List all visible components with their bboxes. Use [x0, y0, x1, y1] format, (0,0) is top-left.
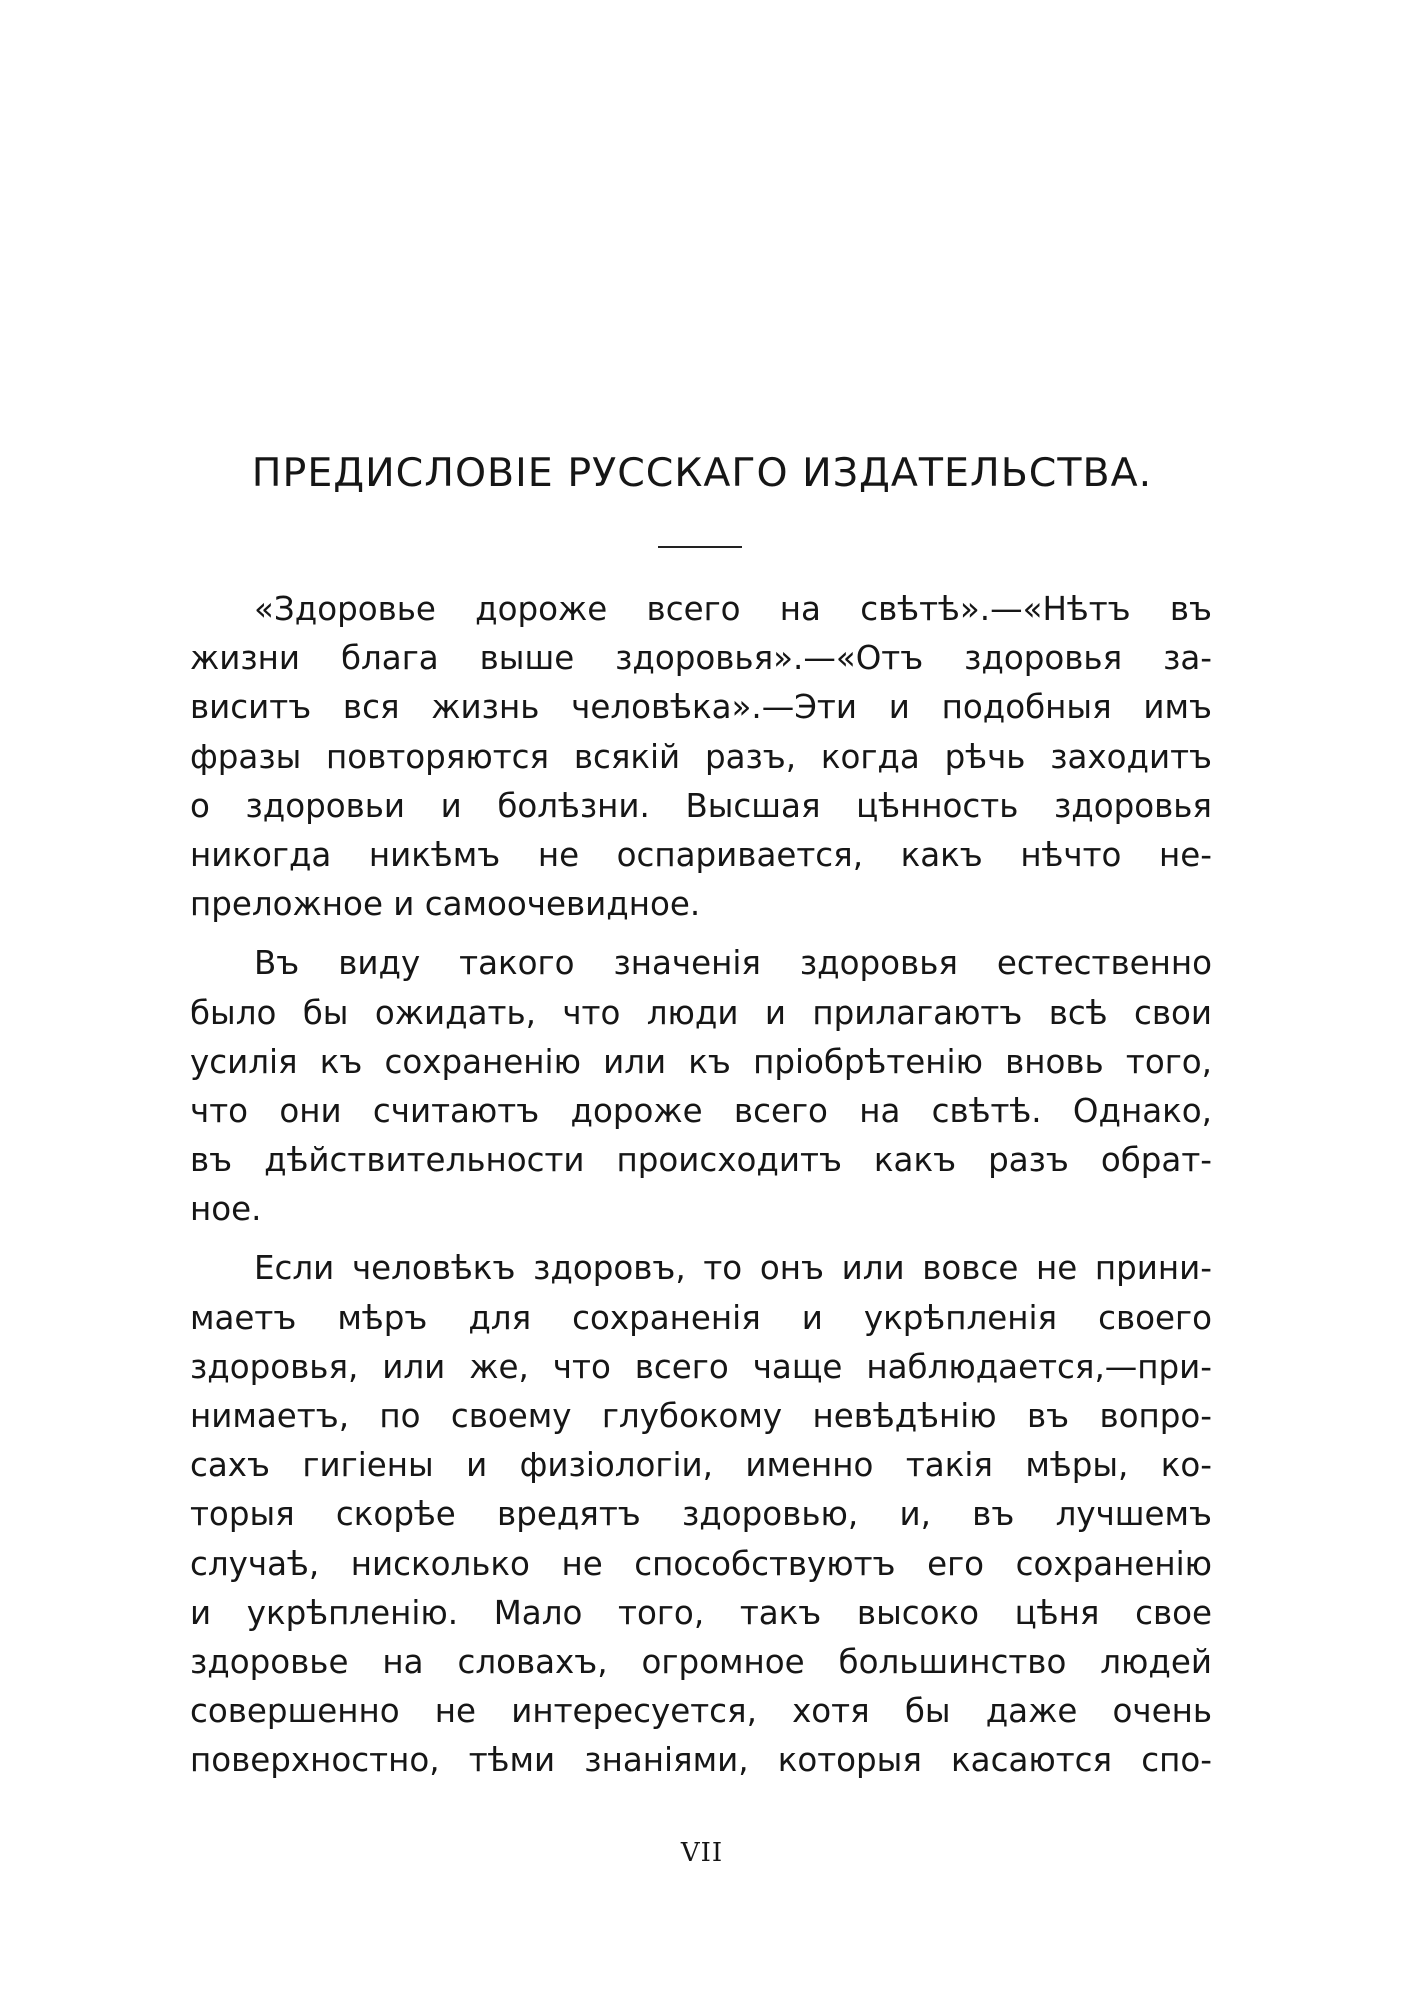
- text-line: нимаетъ, по своему глубокому невѣдѣнію въ вопро-: [190, 1397, 1212, 1435]
- page-number: VII: [680, 1838, 724, 1868]
- text-line: усилія къ сохраненію или къ пріобрѣтенію вновь того,: [190, 1042, 1212, 1081]
- title-divider: [658, 546, 742, 548]
- text-line: совершенно не интересуется, хотя бы даже очень: [190, 1692, 1212, 1731]
- body-text: [190, 585, 1212, 1786]
- text-line: въ дѣйствительности происходитъ какъ разъ обрат-: [190, 1141, 1212, 1180]
- text-line: «Здоровье дороже всего на свѣтѣ».—«Нѣтъ въ: [254, 590, 1212, 628]
- text-line: сахъ гигіены и физіологіи, именно такія мѣры, ко-: [190, 1446, 1212, 1485]
- text-line: случаѣ, нисколько не способствуютъ его сохраненію: [190, 1544, 1212, 1583]
- text-line: здоровья, или же, что всего чаще наблюдается,—при-: [190, 1347, 1212, 1386]
- text-line: маетъ мѣръ для сохраненія и укрѣпленія своего: [190, 1298, 1212, 1337]
- text-line: было бы ожидать, что люди и прилагаютъ всѣ свои: [190, 993, 1212, 1032]
- text-line: что они считаютъ дороже всего на свѣтѣ. Однако,: [190, 1091, 1212, 1130]
- text-line: никогда никѣмъ не оспаривается, какъ нѣчто не-: [190, 835, 1212, 874]
- paragraph: [190, 1244, 1212, 1785]
- page-title: ПРЕДИСЛОВІЕ РУССКАГО ИЗДАТЕЛЬСТВА.: [251, 450, 1153, 496]
- text-line: фразы повторяются всякій разъ, когда рѣчь заходитъ: [190, 737, 1212, 776]
- paragraph: [190, 939, 1212, 1234]
- text-line: Въ виду такого значенія здоровья естественно: [254, 944, 1212, 983]
- text-line: о здоровьи и болѣзни. Высшая цѣнность здоровья: [190, 786, 1212, 825]
- text-line: преложное и самоочевидное.: [190, 885, 701, 924]
- paragraph: [190, 585, 1212, 929]
- text-line: ное.: [190, 1190, 262, 1229]
- text-line: торыя скорѣе вредятъ здоровью, и, въ лучшемъ: [190, 1495, 1212, 1534]
- text-line: здоровье на словахъ, огромное большинство людей: [190, 1642, 1212, 1681]
- text-line: виситъ вся жизнь человѣка».—Эти и подобныя имъ: [190, 688, 1212, 727]
- text-line: и укрѣпленію. Мало того, такъ высоко цѣня свое: [190, 1593, 1212, 1632]
- text-line: Если человѣкъ здоровъ, то онъ или вовсе не прини-: [254, 1249, 1212, 1288]
- text-line: поверхностно, тѣми знаніями, которыя касаются спо-: [190, 1741, 1212, 1780]
- text-line: жизни блага выше здоровья».—«Отъ здоровья за-: [190, 639, 1212, 678]
